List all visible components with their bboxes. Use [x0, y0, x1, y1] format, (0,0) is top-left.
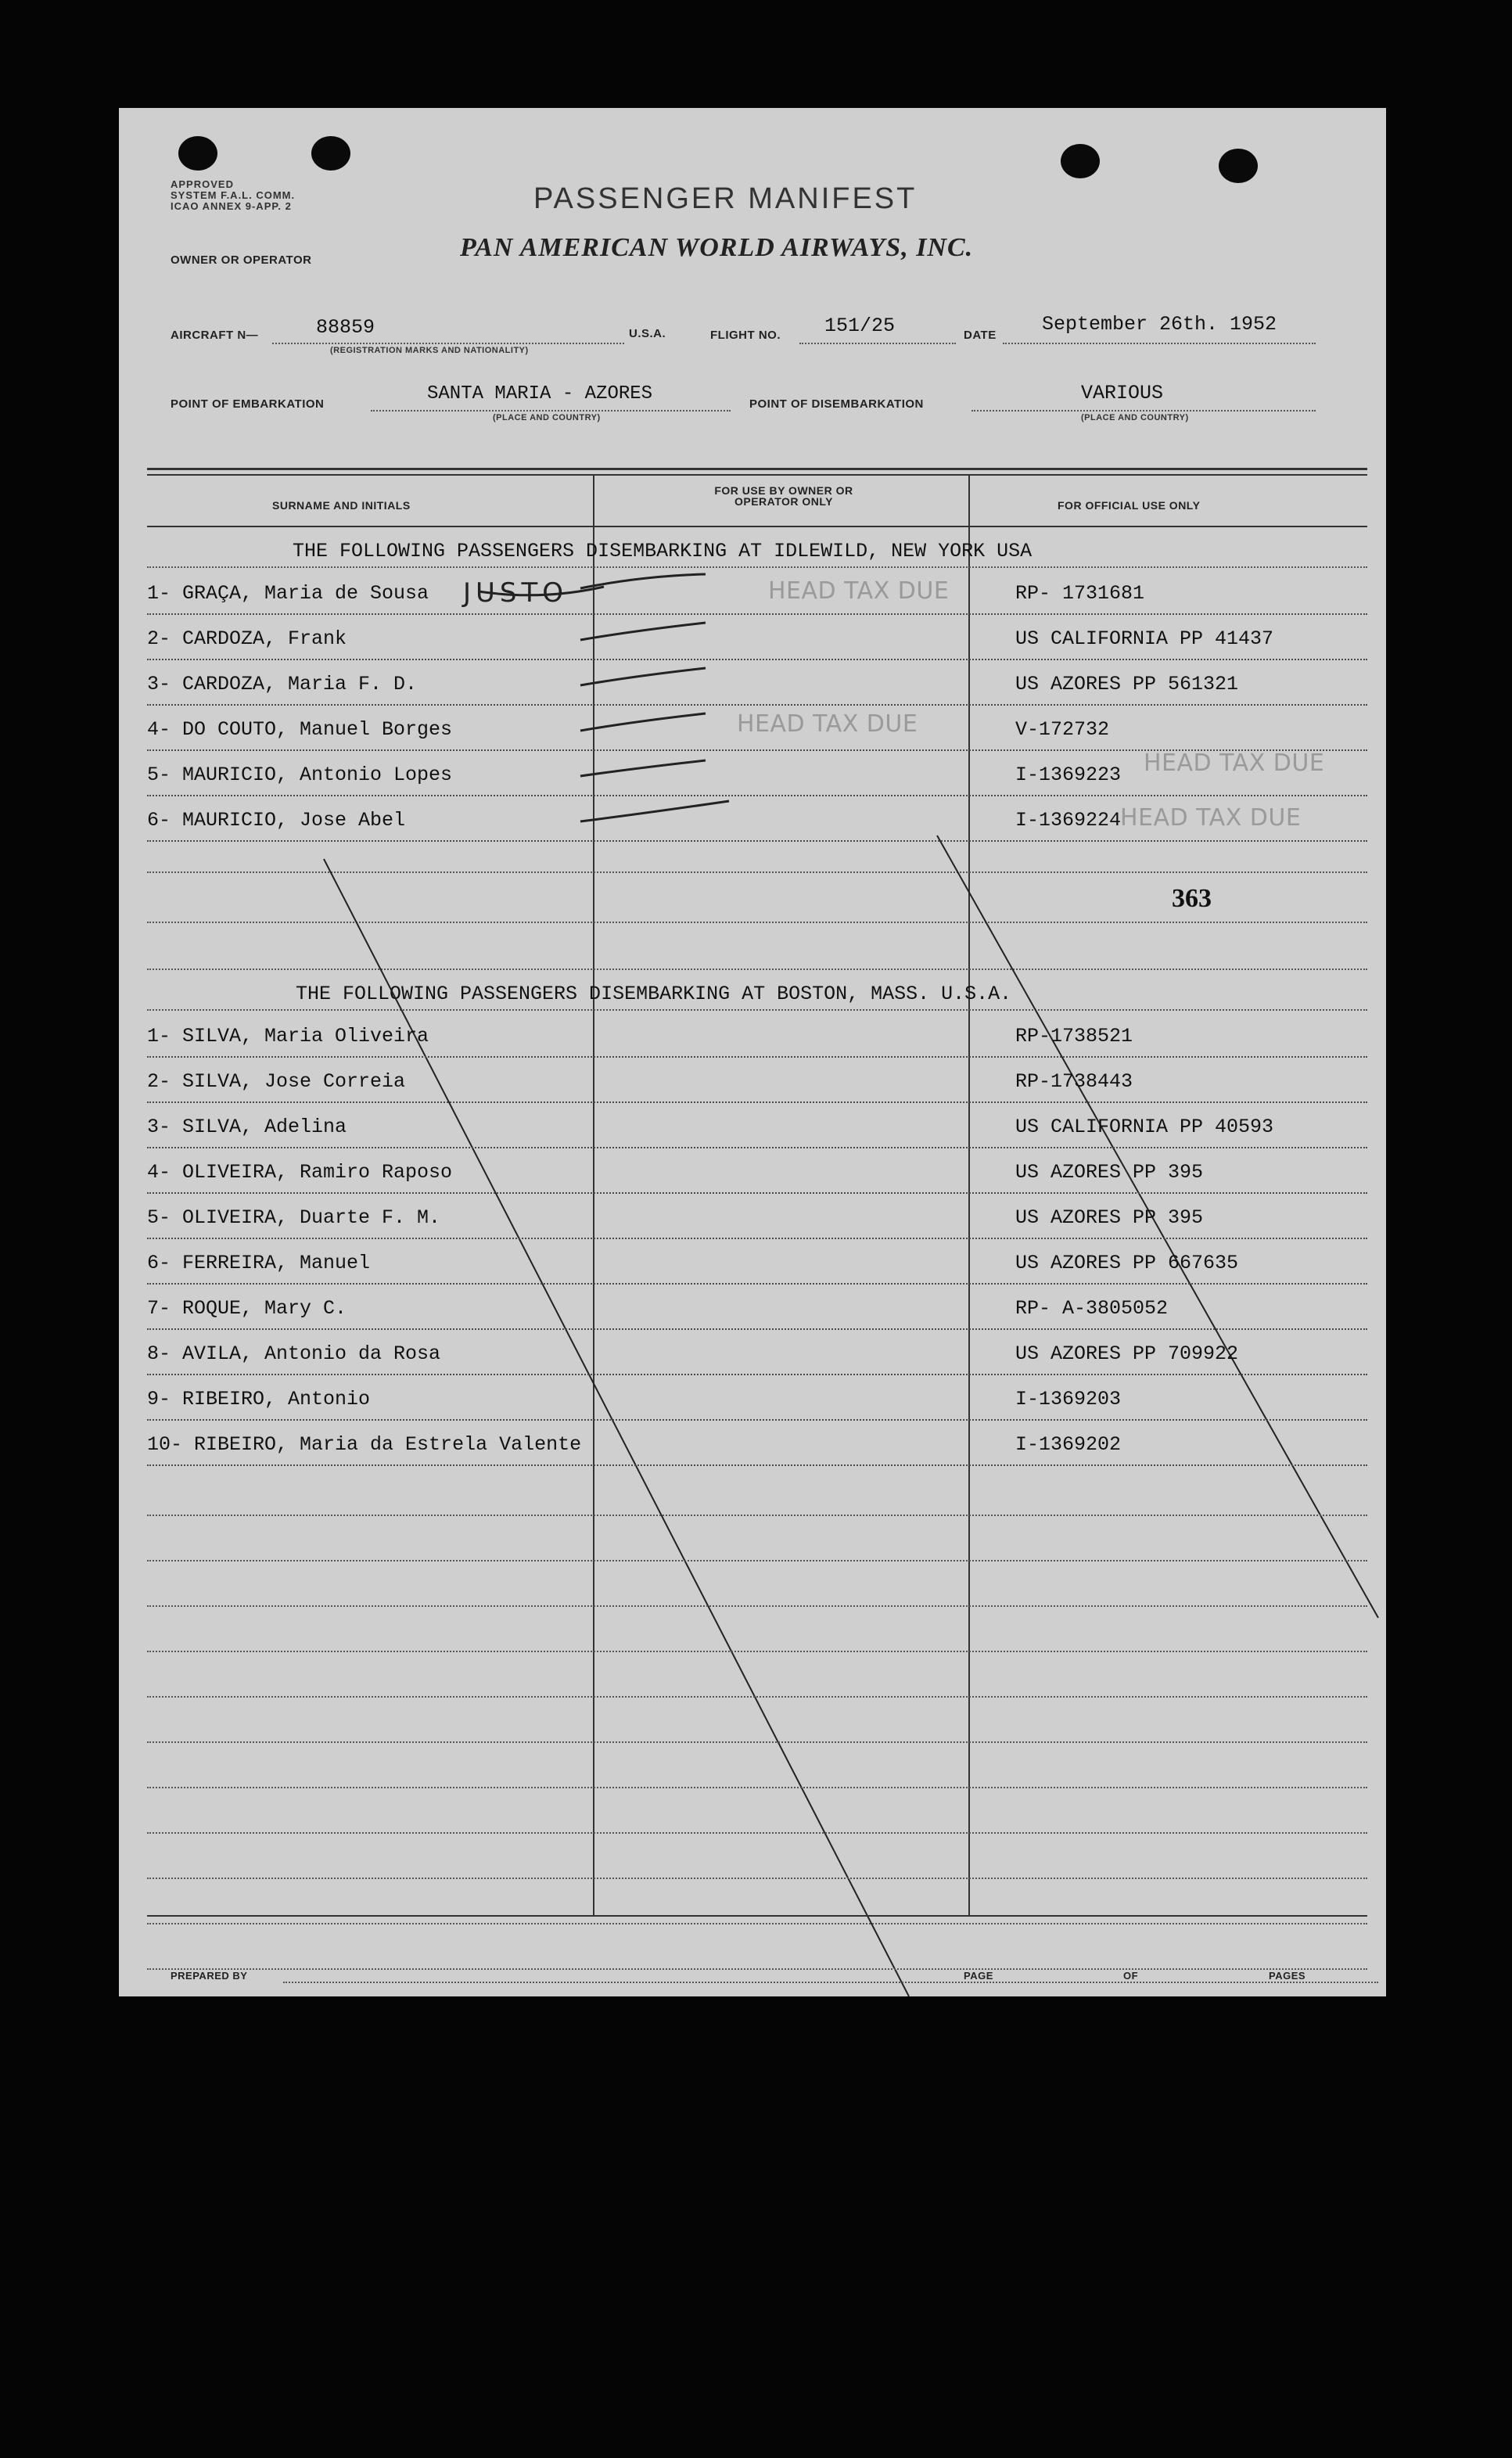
row-rule: [147, 613, 1367, 615]
official-document-number: RP- 1731681: [1015, 582, 1145, 605]
row-rule: [147, 840, 1367, 842]
passenger-row: [147, 662, 1367, 706]
pages-label: PAGES: [1269, 1970, 1306, 1982]
approval-line: ICAO ANNEX 9-APP. 2: [171, 200, 292, 212]
row-rule: [147, 749, 1367, 751]
official-document-number: RP-1738443: [1015, 1070, 1133, 1093]
passenger-name: 4- DO COUTO, Manuel Borges: [147, 718, 453, 741]
airline-name: PAN AMERICAN WORLD AIRWAYS, INC.: [460, 233, 974, 262]
passenger-name: 1- GRAÇA, Maria de Sousa: [147, 582, 429, 605]
footer-rule: [147, 1915, 1367, 1917]
embarkation-value: SANTA MARIA - AZORES: [427, 383, 653, 404]
passenger-row: [147, 616, 1367, 660]
place-sublabel: (PLACE AND COUNTRY): [1081, 413, 1189, 422]
official-document-number: US CALIFORNIA PP 40593: [1015, 1116, 1274, 1138]
row-rule: [147, 1374, 1367, 1375]
empty-row-rule: [147, 1878, 1367, 1879]
empty-row-rule: [147, 1923, 1367, 1924]
usa-label: U.S.A.: [629, 327, 666, 340]
passenger-name: 3- SILVA, Adelina: [147, 1116, 347, 1138]
passenger-name: 8- AVILA, Antonio da Rosa: [147, 1342, 441, 1365]
prepared-rule: [283, 1982, 1378, 1983]
passenger-row: [147, 1422, 1367, 1466]
col-official-header: FOR OFFICIAL USE ONLY: [1058, 499, 1201, 512]
official-document-number: US AZORES PP 709922: [1015, 1342, 1239, 1365]
registration-sublabel: (REGISTRATION MARKS AND NATIONALITY): [330, 346, 529, 355]
row-rule: [147, 1238, 1367, 1239]
form-title: PASSENGER MANIFEST: [533, 182, 918, 215]
passenger-row: [147, 753, 1367, 796]
empty-row-rule: [147, 1515, 1367, 1516]
passenger-name: 6- FERREIRA, Manuel: [147, 1252, 371, 1274]
col-owner-header: FOR USE BY OWNER OR OPERATOR ONLY: [714, 484, 853, 508]
aircraft-number: 88859: [316, 316, 375, 339]
passenger-row: [147, 1286, 1367, 1330]
passenger-name: 7- ROQUE, Mary C.: [147, 1297, 347, 1320]
passenger-row: [147, 1241, 1367, 1285]
prepared-by-label: PREPARED BY: [171, 1970, 248, 1982]
passenger-name: 9- RIBEIRO, Antonio: [147, 1388, 371, 1410]
empty-row-rule: [147, 1696, 1367, 1698]
official-document-number: I-1369224: [1015, 809, 1122, 832]
official-document-number: US AZORES PP 395: [1015, 1161, 1204, 1184]
place-sublabel: (PLACE AND COUNTRY): [493, 413, 601, 422]
passenger-row: [147, 798, 1367, 842]
flight-label: FLIGHT NO.: [710, 329, 781, 342]
passenger-name: 4- OLIVEIRA, Ramiro Raposo: [147, 1161, 453, 1184]
passenger-name: 5- OLIVEIRA, Duarte F. M.: [147, 1206, 441, 1229]
official-document-number: US CALIFORNIA PP 41437: [1015, 627, 1274, 650]
section-heading-boston: THE FOLLOWING PASSENGERS DISEMBARKING AT BOSTON, MASS. U.S.A.: [296, 983, 1012, 1005]
owner-label: OWNER OR OPERATOR: [171, 253, 312, 267]
empty-row-rule: [147, 1832, 1367, 1834]
official-document-number: US AZORES PP 395: [1015, 1206, 1204, 1229]
row-rule: [147, 1283, 1367, 1285]
row-rule: [147, 1464, 1367, 1466]
section-heading-idlewild: THE FOLLOWING PASSENGERS DISEMBARKING AT IDLEWILD, NEW YORK USA: [293, 540, 1033, 562]
passenger-name: 10- RIBEIRO, Maria da Estrela Valente: [147, 1433, 582, 1456]
passenger-row: [147, 571, 1367, 615]
date-label: DATE: [964, 329, 997, 342]
manifest-page: [119, 108, 1386, 1996]
official-document-number: US AZORES PP 561321: [1015, 673, 1239, 695]
empty-row-rule: [147, 1968, 1367, 1970]
flight-number: 151/25: [824, 314, 896, 337]
official-document-number: I-1369223: [1015, 764, 1122, 786]
empty-row-rule: [147, 1651, 1367, 1652]
empty-row-rule: [147, 1560, 1367, 1561]
head-tax-stamp: HEAD TAX DUE: [768, 577, 950, 605]
passenger-row: [147, 1331, 1367, 1375]
passenger-count: 363: [1172, 884, 1212, 913]
row-rule: [147, 1147, 1367, 1148]
row-rule: [147, 795, 1367, 796]
passenger-name: 5- MAURICIO, Antonio Lopes: [147, 764, 453, 786]
head-tax-stamp: HEAD TAX DUE: [1144, 749, 1325, 777]
disembarkation-label: POINT OF DISEMBARKATION: [749, 397, 924, 411]
approval-line: APPROVED: [171, 178, 234, 190]
official-document-number: I-1369203: [1015, 1388, 1122, 1410]
approval-line: SYSTEM F.A.L. COMM.: [171, 189, 296, 201]
row-rule: [147, 704, 1367, 706]
passenger-name: 1- SILVA, Maria Oliveira: [147, 1025, 429, 1048]
official-document-number: US AZORES PP 667635: [1015, 1252, 1239, 1274]
page-label: PAGE: [964, 1970, 993, 1982]
embarkation-label: POINT OF EMBARKATION: [171, 397, 325, 411]
head-tax-stamp: HEAD TAX DUE: [1120, 804, 1302, 832]
empty-row-rule: [147, 1605, 1367, 1607]
official-document-number: I-1369202: [1015, 1433, 1122, 1456]
passenger-row: [147, 1059, 1367, 1103]
row-rule: [147, 1101, 1367, 1103]
official-document-number: V-172732: [1015, 718, 1110, 741]
official-document-number: RP-1738521: [1015, 1025, 1133, 1048]
row-rule: [147, 1056, 1367, 1058]
passenger-row: [147, 1377, 1367, 1421]
head-tax-stamp: HEAD TAX DUE: [737, 710, 918, 738]
row-rule: [147, 1328, 1367, 1330]
passenger-name: 3- CARDOZA, Maria F. D.: [147, 673, 418, 695]
date-value: September 26th. 1952: [1042, 313, 1277, 336]
handwritten-justo: JUSTO: [463, 577, 569, 609]
disembarkation-value: VARIOUS: [1081, 382, 1164, 404]
empty-row-rule: [147, 1741, 1367, 1743]
col-surname-header: SURNAME AND INITIALS: [272, 499, 411, 512]
passenger-row: [147, 1014, 1367, 1058]
passenger-name: 6- MAURICIO, Jose Abel: [147, 809, 406, 832]
passenger-name: 2- CARDOZA, Frank: [147, 627, 347, 650]
passenger-row: [147, 1150, 1367, 1194]
row-rule: [147, 1192, 1367, 1194]
row-rule: [147, 659, 1367, 660]
of-label: OF: [1123, 1970, 1139, 1982]
passenger-row: [147, 1105, 1367, 1148]
passenger-row: [147, 707, 1367, 751]
passenger-name: 2- SILVA, Jose Correia: [147, 1070, 406, 1093]
row-rule: [147, 1419, 1367, 1421]
empty-row-rule: [147, 1787, 1367, 1788]
passenger-row: [147, 1195, 1367, 1239]
official-document-number: RP- A-3805052: [1015, 1297, 1169, 1320]
aircraft-label: AIRCRAFT N—: [171, 329, 259, 342]
